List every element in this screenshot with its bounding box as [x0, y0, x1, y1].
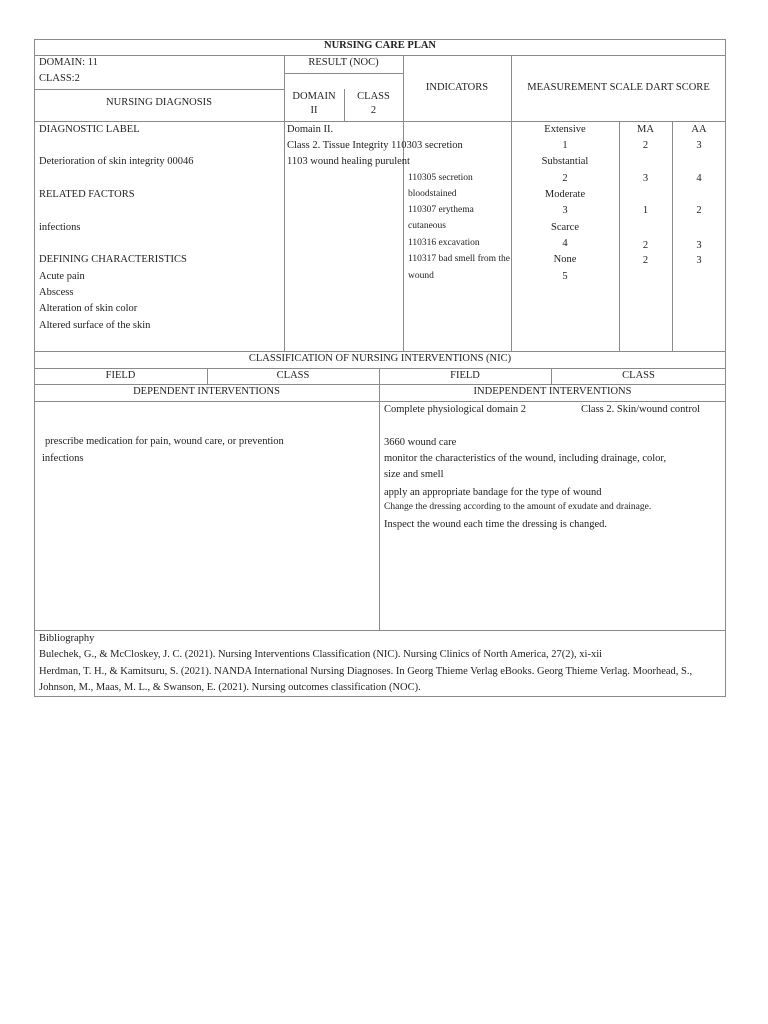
- monitor-line: size and smell: [384, 469, 444, 480]
- field-right-header: FIELD: [450, 370, 480, 381]
- independent-domain: Complete physiological domain 2: [384, 404, 527, 415]
- bibliography-title: Bibliography: [39, 633, 95, 644]
- characteristic-item: Alteration of skin color: [39, 303, 138, 314]
- nursing-diagnosis-header: NURSING DIAGNOSIS: [106, 97, 212, 108]
- indicator-line: 110316 excavation: [408, 238, 480, 248]
- result-noc-header: RESULT (NOC): [308, 57, 379, 68]
- diagnosis-text: Deterioration of skin integrity 00046: [39, 156, 194, 167]
- indicator-line: 110317 bad smell from the: [408, 254, 511, 264]
- wound-care: 3660 wound care: [384, 437, 457, 448]
- aa-value: 2: [696, 205, 702, 216]
- scale-label: Scarce: [551, 222, 579, 233]
- scale-label: 4: [562, 238, 568, 249]
- col-indicators: [511, 55, 512, 351]
- scale-label: 1: [562, 140, 568, 151]
- independent-class: Class 2. Skin/wound control: [581, 404, 701, 415]
- ma-header: MA: [637, 124, 654, 135]
- monitor-line: monitor the characteristics of the wound, including drainage, color,: [384, 453, 667, 464]
- noc-domain: Domain II.: [287, 124, 334, 135]
- scale-label: 3: [562, 205, 568, 216]
- defining-characteristics-label: DEFINING CHARACTERISTICS: [39, 254, 187, 265]
- noc-class-line: Class 2. Tissue Integrity 110303 secretion: [287, 140, 463, 151]
- class-2-header-1: CLASS: [357, 91, 390, 102]
- aa-header: AA: [691, 124, 707, 135]
- bandage-line: apply an appropriate bandage for the type of wound: [384, 487, 602, 498]
- dependent-line: infections: [42, 453, 84, 464]
- dependent-line: prescribe medication for pain, wound care, or prevention: [45, 436, 284, 447]
- indicator-line: 110305 secretion: [408, 173, 473, 183]
- measurement-header: MEASUREMENT SCALE DART SCORE: [527, 82, 710, 93]
- ma-value: 2: [642, 255, 649, 266]
- ma-value: 3: [642, 173, 649, 184]
- indicator-line: cutaneous: [408, 221, 446, 231]
- aa-value: 3: [696, 140, 702, 151]
- rule-noc: [284, 73, 403, 74]
- characteristic-item: Abscess: [39, 287, 74, 298]
- ma-value: 2: [642, 140, 649, 151]
- rule-interventions: [34, 401, 726, 402]
- rule-title: [34, 55, 726, 56]
- class-right-header: CLASS: [622, 370, 655, 381]
- bibliography-entry: Johnson, M., Maas, M. L., & Swanson, E. (2021). Nursing outcomes classification (NOC).: [39, 682, 421, 693]
- aa-value: 3: [696, 240, 702, 251]
- inspect-line: Inspect the wound each time the dressing is changed.: [384, 519, 608, 530]
- class-label: CLASS:2: [39, 73, 80, 84]
- field-left-header: FIELD: [105, 370, 136, 381]
- indicators-header: INDICATORS: [425, 82, 489, 93]
- ma-value: 2: [642, 240, 649, 251]
- domain-ii-header-1: DOMAIN: [292, 91, 336, 102]
- related-factors-label: RELATED FACTORS: [39, 189, 135, 200]
- diagnostic-label: DIAGNOSTIC LABEL: [39, 124, 140, 135]
- related-factors-text: infections: [39, 222, 81, 233]
- col-ma: [619, 121, 620, 351]
- scale-label: Extensive: [544, 124, 586, 135]
- scale-label: Moderate: [544, 189, 586, 200]
- scale-label: Substantial: [541, 156, 589, 167]
- col-noc: [403, 55, 404, 351]
- rule-header: [34, 121, 726, 122]
- scale-label: 2: [562, 173, 568, 184]
- rule-nic-top: [34, 351, 726, 352]
- col-middle: [379, 368, 380, 630]
- bibliography-entry: Herdman, T. H., & Kamitsuru, S. (2021). NANDA International Nursing Diagnoses. In Georg Thieme Verlag eBooks. Georg Thieme Verlag. Moorhead, S.,: [39, 666, 693, 677]
- domain-label: DOMAIN: 11: [39, 57, 98, 68]
- aa-value: 4: [696, 173, 702, 184]
- noc-healing-line: 1103 wound healing purulent: [287, 156, 410, 167]
- domain-ii-header-2: II: [310, 105, 318, 116]
- ma-value: 1: [642, 205, 649, 216]
- class-left-header: CLASS: [276, 370, 310, 381]
- indicator-line: bloodstained: [408, 189, 457, 199]
- page-title: NURSING CARE PLAN: [323, 40, 436, 51]
- characteristic-item: Altered surface of the skin: [39, 320, 151, 331]
- scale-label: 5: [562, 271, 568, 282]
- rule-domain: [34, 89, 284, 90]
- bibliography-entry: Bulechek, G., & McCloskey, J. C. (2021). Nursing Interventions Classification (NIC). Nursing Clinics of North America, 27(2), xi-xii: [39, 649, 603, 660]
- rule-field: [34, 384, 726, 385]
- indicator-line: 110307 erythema: [408, 205, 474, 215]
- dependent-interventions-header: DEPENDENT INTERVENTIONS: [133, 386, 280, 397]
- col-aa: [672, 121, 673, 351]
- aa-value: 3: [696, 255, 702, 266]
- nic-header: CLASSIFICATION OF NURSING INTERVENTIONS (NIC): [248, 353, 512, 364]
- scale-label: None: [553, 254, 577, 265]
- class-2-header-2: 2: [370, 105, 377, 116]
- rule-nic-header: [34, 368, 726, 369]
- independent-interventions-header: INDEPENDENT INTERVENTIONS: [473, 386, 632, 397]
- rule-bibliography: [34, 630, 726, 631]
- indicator-line: wound: [408, 271, 434, 281]
- characteristic-item: Acute pain: [39, 271, 85, 282]
- change-dressing-line: Change the dressing according to the amount of exudate and drainage.: [384, 502, 652, 512]
